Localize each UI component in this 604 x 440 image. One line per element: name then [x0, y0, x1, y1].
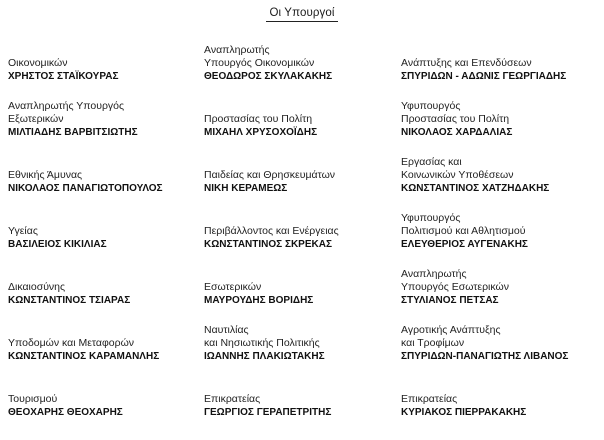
minister-entry [401, 318, 598, 374]
minister-entry [401, 38, 598, 94]
ministry-title: Περιβάλλοντος και Ενέργειας [204, 224, 339, 237]
minister-name: ΣΠΥΡΙΔΩΝ-ΠΑΝΑΓΙΩΤΗΣ ΛΙΒΑΝΟΣ [401, 351, 569, 362]
minister-entry [204, 150, 401, 206]
page-heading [0, 7, 604, 22]
minister-entry [8, 206, 204, 262]
minister-name: ΜΙΛΤΙΑΔΗΣ ΒΑΡΒΙΤΣΙΩΤΗΣ [8, 127, 138, 138]
minister-entry [204, 206, 401, 262]
ministry-title: Υποδομών και Μεταφορών [8, 336, 135, 349]
minister-name: ΣΤΥΛΙΑΝΟΣ ΠΕΤΣΑΣ [401, 295, 499, 306]
minister-entry [401, 150, 598, 206]
minister-name: ΘΕΟΧΑΡΗΣ ΘΕΟΧΑΡΗΣ [8, 407, 123, 418]
minister-entry [8, 38, 204, 94]
ministry-title: Ανάπτυξης και Επενδύσεων [401, 56, 532, 69]
ministry-title: Αναπληρωτής Υπουργός Οικονομικών [204, 44, 315, 69]
ministry-title: Εθνικής Άμυνας [8, 168, 83, 181]
ministers-grid [8, 38, 598, 430]
minister-entry [204, 262, 401, 318]
minister-entry [8, 374, 204, 430]
minister-entry [204, 374, 401, 430]
ministry-title: Υφυπουργός Προστασίας του Πολίτη [401, 100, 510, 125]
minister-name: ΚΩΝΣΤΑΝΤΙΝΟΣ ΧΑΤΖΗΔΑΚΗΣ [401, 183, 550, 194]
ministry-title: Αναπληρωτής Υπουργός Εσωτερικών [401, 268, 509, 293]
minister-name: ΒΑΣΙΛΕΙΟΣ ΚΙΚΙΛΙΑΣ [8, 239, 107, 250]
ministry-title: Υφυπουργός Πολιτισμού και Αθλητισμού [401, 212, 526, 237]
ministry-title: Ναυτιλίας και Νησιωτικής Πολιτικής [204, 324, 320, 349]
minister-entry [8, 94, 204, 150]
minister-entry [204, 38, 401, 94]
ministry-title: Υγείας [8, 224, 38, 237]
ministry-title: Τουρισμού [8, 392, 58, 405]
minister-entry [401, 262, 598, 318]
minister-name: ΚΩΝΣΤΑΝΤΙΝΟΣ ΚΑΡΑΜΑΝΛΗΣ [8, 351, 160, 362]
minister-name: ΝΙΚΗ ΚΕΡΑΜΕΩΣ [204, 183, 288, 194]
minister-entry [204, 318, 401, 374]
minister-name: ΓΕΩΡΓΙΟΣ ΓΕΡΑΠΕΤΡΙΤΗΣ [204, 407, 332, 418]
minister-entry [8, 150, 204, 206]
minister-name: ΣΠΥΡΙΔΩΝ - ΑΔΩΝΙΣ ΓΕΩΡΓΙΑΔΗΣ [401, 71, 567, 82]
ministry-title: Οικονομικών [8, 56, 68, 69]
minister-name: ΚΩΝΣΤΑΝΤΙΝΟΣ ΤΣΙΑΡΑΣ [8, 295, 131, 306]
minister-name: ΜΑΥΡΟΥΔΗΣ ΒΟΡΙΔΗΣ [204, 295, 314, 306]
minister-entry [401, 94, 598, 150]
minister-entry [8, 262, 204, 318]
minister-name: ΚΩΝΣΤΑΝΤΙΝΟΣ ΣΚΡΕΚΑΣ [204, 239, 332, 250]
ministry-title: Εργασίας και Κοινωνικών Υποθέσεων [401, 156, 514, 181]
minister-name: ΕΛΕΥΘΕΡΙΟΣ ΑΥΓΕΝΑΚΗΣ [401, 239, 528, 250]
minister-entry [8, 318, 204, 374]
ministry-title: Εσωτερικών [204, 280, 262, 293]
ministry-title: Αγροτικής Ανάπτυξης και Τροφίμων [401, 324, 501, 349]
ministry-title: Επικρατείας [401, 392, 458, 405]
minister-entry [401, 206, 598, 262]
minister-name: ΚΥΡΙΑΚΟΣ ΠΙΕΡΡΑΚΑΚΗΣ [401, 407, 527, 418]
minister-name: ΜΙΧΑΗΛ ΧΡΥΣΟΧΟΪΔΗΣ [204, 127, 318, 138]
minister-entry [401, 374, 598, 430]
minister-name: ΝΙΚΟΛΑΟΣ ΠΑΝΑΓΙΩΤΟΠΟΥΛΟΣ [8, 183, 163, 194]
ministry-title: Δικαιοσύνης [8, 280, 66, 293]
minister-name: ΧΡΗΣΤΟΣ ΣΤΑΪΚΟΥΡΑΣ [8, 71, 119, 82]
ministry-title: Επικρατείας [204, 392, 261, 405]
ministry-title: Παιδείας και Θρησκευμάτων [204, 168, 336, 181]
minister-name: ΘΕΟΔΩΡΟΣ ΣΚΥΛΑΚΑΚΗΣ [204, 71, 333, 82]
ministry-title: Προστασίας του Πολίτη [204, 112, 313, 125]
minister-name: ΝΙΚΟΛΑΟΣ ΧΑΡΔΑΛΙΑΣ [401, 127, 513, 138]
ministry-title: Αναπληρωτής Υπουργός Εξωτερικών [8, 100, 125, 125]
heading-text: Οι Υπουργοί [266, 7, 339, 22]
minister-entry [204, 94, 401, 150]
minister-name: ΙΩΑΝΝΗΣ ΠΛΑΚΙΩΤΑΚΗΣ [204, 351, 325, 362]
